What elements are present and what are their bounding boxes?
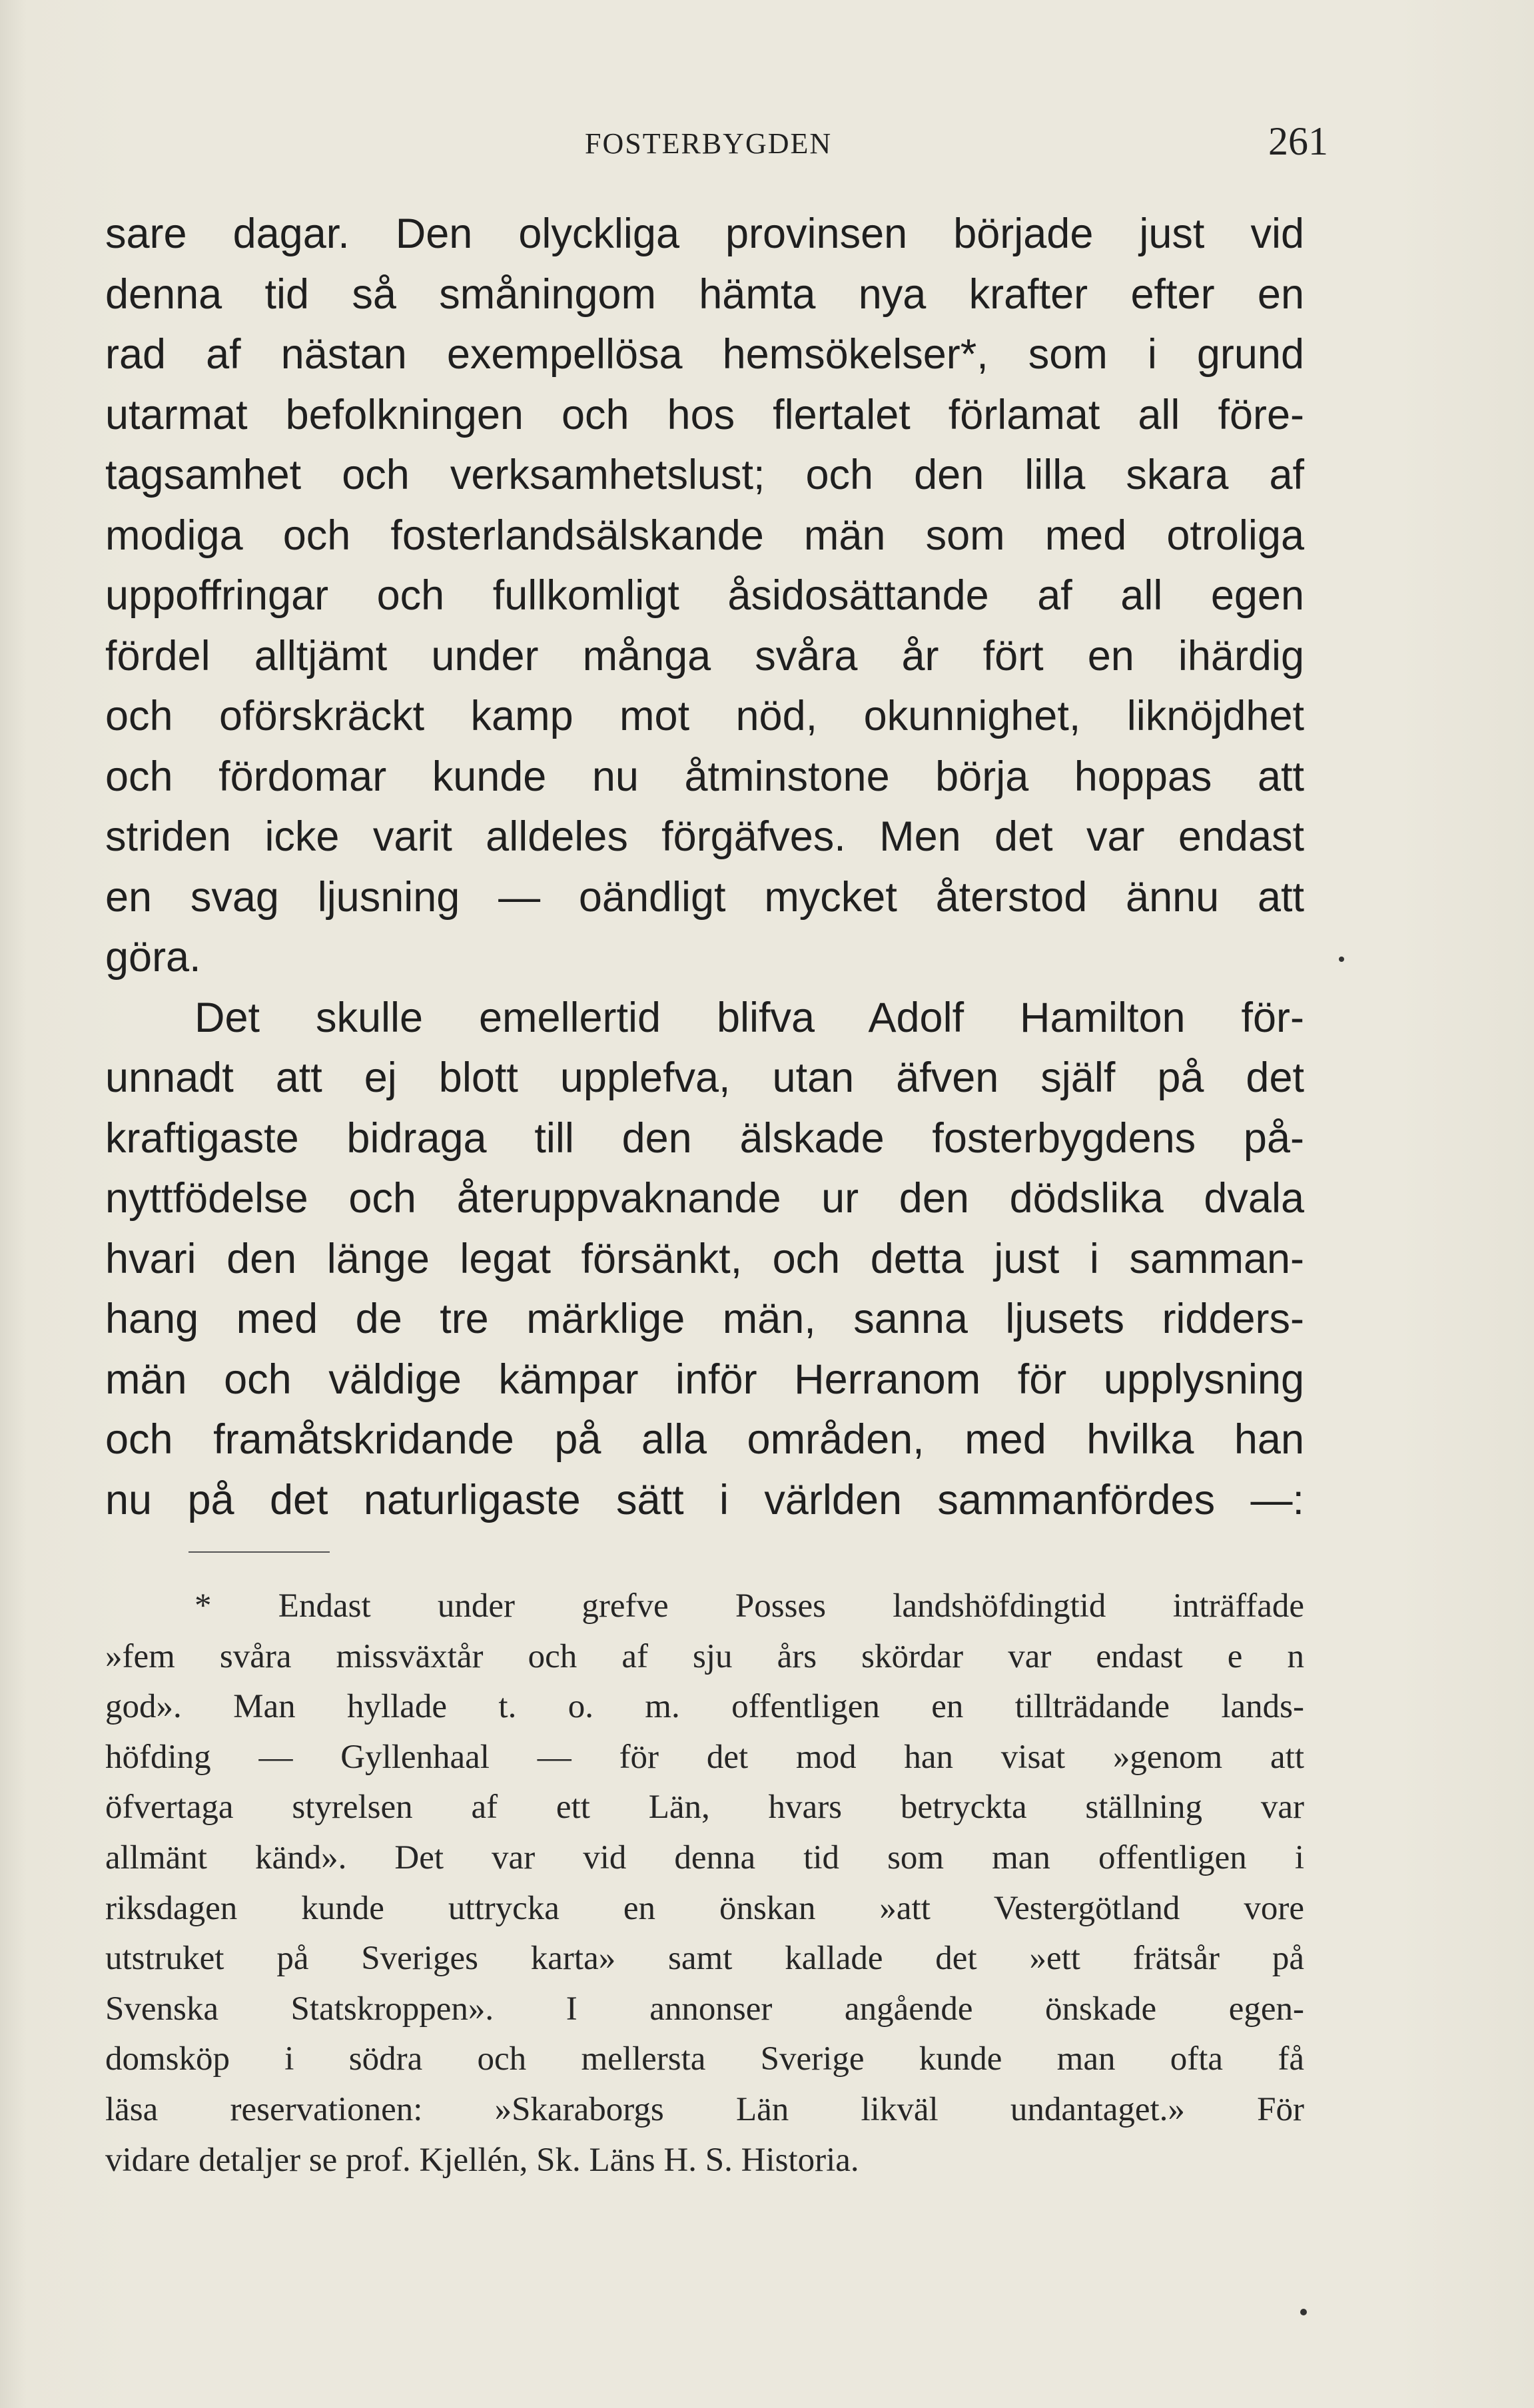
body-line: tagsamhet och verksamhetslust; och den lilla skara af <box>105 452 1304 498</box>
page-header <box>0 119 1534 172</box>
footnote-line: domsköp i södra och mellersta Sverige kunde man ofta få <box>105 2040 1304 2078</box>
body-text <box>105 204 1304 1530</box>
footnote-line: höfding — Gyllenhaal — för det mod han visat »genom att <box>105 1738 1304 1776</box>
body-line: rad af nästan exempellösa hemsökelser*, som i grund <box>105 331 1304 378</box>
body-line: fördel alltjämt under många svåra år fört en ihärdig <box>105 632 1304 679</box>
body-line: och oförskräckt kamp mot nöd, okunnighet, liknöjdhet <box>105 693 1304 739</box>
body-line: nyttfödelse och återuppvaknande ur den dödslika dvala <box>105 1175 1304 1222</box>
footnote-line: »fem svåra missväxtår och af sju års skördar var endast e n <box>105 1637 1304 1675</box>
body-line: göra. <box>105 934 201 981</box>
page-number: 261 <box>1268 119 1328 163</box>
body-line: modiga och fosterlandsälskande män som med otroliga <box>105 512 1304 559</box>
body-line: uppoffringar och fullkomligt åsidosättande af all egen <box>105 572 1304 619</box>
body-line: och fördomar kunde nu åtminstone börja hoppas att <box>105 753 1304 800</box>
body-line: kraftigaste bidraga till den älskade fosterbygdens på- <box>105 1114 1304 1162</box>
body-line: denna tid så småningom hämta nya krafter efter en <box>105 270 1304 318</box>
footnote <box>105 1581 1304 2186</box>
footnote-line: vidare detaljer se prof. Kjellén, Sk. Läns H. S. Historia. <box>105 2141 859 2179</box>
body-line: utarmat befolkningen och hos flertalet förlamat all före- <box>105 391 1304 438</box>
body-line: sare dagar. Den olyckliga provinsen började just vid <box>105 210 1304 257</box>
running-head: FOSTERBYGDEN <box>585 127 833 160</box>
body-line: hang med de tre märklige män, sanna ljusets ridders- <box>105 1296 1304 1342</box>
body-line: unnadt att ej blott upplefva, utan äfven själf på det <box>105 1054 1304 1101</box>
body-line: hvari den länge legat försänkt, och detta just i samman- <box>105 1235 1304 1282</box>
footnote-line: * Endast under grefve Posses landshöfdingtid inträffade <box>194 1587 1304 1625</box>
footnote-line: öfvertaga styrelsen af ett Län, hvars betryckta ställning var <box>105 1789 1304 1826</box>
body-line: nu på det naturligaste sätt i världen sammanfördes —: <box>105 1476 1304 1523</box>
body-line: striden icke varit alldeles förgäfves. Men det var endast <box>105 813 1304 860</box>
body-line: Det skulle emellertid blifva Adolf Hamilton för- <box>194 994 1304 1041</box>
footnote-line: riksdagen kunde uttrycka en önskan »att Vestergötland vore <box>105 1889 1304 1927</box>
footnote-line: Svenska Statskroppen». I annonser angående önskade egen- <box>105 1990 1304 2028</box>
footnote-line: läsa reservationen: »Skaraborgs Län likväl undantaget.» För <box>105 2090 1304 2128</box>
body-line: en svag ljusning — oändligt mycket återstod ännu att <box>105 873 1304 921</box>
footnote-divider <box>189 1551 330 1553</box>
paper-speck <box>1300 2309 1307 2315</box>
body-line: och framåtskridande på alla områden, med hvilka han <box>105 1416 1304 1463</box>
footnote-line: allmänt känd». Det var vid denna tid som man offentligen i <box>105 1838 1304 1876</box>
footnote-line: god». Man hyllade t. o. m. offentligen en tillträdande lands- <box>105 1688 1304 1726</box>
footnote-line: utstruket på Sveriges karta» samt kallade det »ett frätsår på <box>105 1940 1304 1978</box>
body-line: män och väldige kämpar inför Herranom för upplysning <box>105 1356 1304 1403</box>
paper-speck <box>1339 957 1344 962</box>
